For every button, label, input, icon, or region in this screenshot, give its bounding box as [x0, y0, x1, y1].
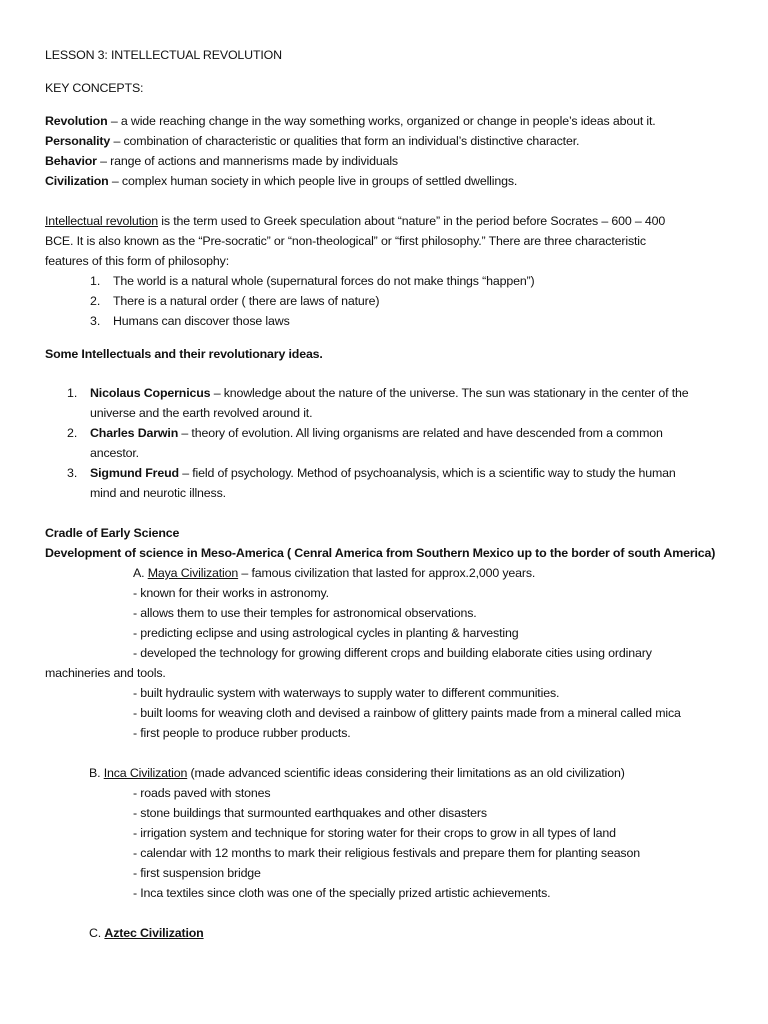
definition-text: – range of actions and mannerisms made by individuals — [96, 154, 398, 168]
intellectual-item-copernicus — [90, 385, 689, 401]
definition-term: Behavior — [45, 154, 97, 168]
definition-personality — [45, 133, 579, 149]
intellectual-paragraph-line-3: features of this form of philosophy: — [45, 254, 229, 268]
maya-heading — [133, 565, 535, 581]
inca-item: - stone buildings that surmounted earthquakes and other disasters — [133, 806, 487, 820]
feature-number: 3. — [90, 314, 101, 328]
inca-item: - irrigation system and technique for storing water for their crops to grow in all types of land — [133, 826, 616, 840]
intellectual-item-darwin — [90, 425, 663, 441]
intellectuals-heading: Some Intellectuals and their revolutionary ideas. — [45, 347, 323, 361]
definition-term: Personality — [45, 134, 111, 148]
definition-text: – combination of characteristic or qualities that form an individual’s distinctive character. — [110, 134, 580, 148]
maya-item: - allows them to use their temples for astronomical observations. — [133, 606, 477, 620]
maya-item: - built looms for weaving cloth and devised a rainbow of glittery paints made from a mineral called mica — [133, 706, 681, 720]
definition-civilization — [45, 173, 517, 189]
maya-item: - first people to produce rubber products. — [133, 726, 351, 740]
intellectual-item-continuation: mind and neurotic illness. — [90, 486, 226, 500]
feature-item: The world is a natural whole (supernatural forces do not make things “happen”) — [113, 274, 535, 288]
intellectual-name: Nicolaus Copernicus — [90, 386, 211, 400]
development-heading: Development of science in Meso-America ( Cenral America from Southern Mexico up to the border of south America) — [45, 546, 716, 560]
intellectual-number: 3. — [67, 466, 78, 480]
intellectual-name: Charles Darwin — [90, 426, 179, 440]
cradle-heading: Cradle of Early Science — [45, 526, 180, 540]
intellectual-item-continuation: universe and the earth revolved around it. — [90, 406, 313, 420]
intellectual-item-freud — [90, 465, 676, 481]
definition-behavior — [45, 153, 398, 169]
definition-revolution — [45, 113, 656, 129]
inca-desc: (made advanced scientific ideas considering their limitations as an old civilization) — [187, 766, 625, 780]
section-letter: C. — [89, 926, 105, 940]
feature-item: There is a natural order ( there are laws of nature) — [113, 294, 380, 308]
maya-item: - developed the technology for growing different crops and building elaborate cities using ordinary — [133, 646, 652, 660]
lesson-title: LESSON 3: INTELLECTUAL REVOLUTION — [45, 48, 282, 62]
intellectual-number: 2. — [67, 426, 78, 440]
feature-number: 2. — [90, 294, 101, 308]
intellectual-desc: – field of psychology. Method of psychoanalysis, which is a scientific way to study the human — [178, 466, 676, 480]
intellectual-desc: – knowledge about the nature of the universe. The sun was stationary in the center of the — [210, 386, 689, 400]
inca-item: - calendar with 12 months to mark their religious festivals and prepare them for planting season — [133, 846, 640, 860]
intellectual-number: 1. — [67, 386, 78, 400]
intellectual-term: Intellectual revolution — [45, 214, 158, 228]
intellectual-item-continuation: ancestor. — [90, 446, 139, 460]
aztec-name: Aztec Civilization — [104, 926, 204, 940]
maya-item: - predicting eclipse and using astrological cycles in planting & harvesting — [133, 626, 519, 640]
intellectual-line-1-text: is the term used to Greek speculation about “nature” in the period before Socrates – 600 – 400 — [157, 214, 666, 228]
feature-number: 1. — [90, 274, 101, 288]
definition-text: – a wide reaching change in the way something works, organized or change in people’s ideas about it. — [107, 114, 656, 128]
maya-desc: – famous civilization that lasted for approx.2,000 years. — [238, 566, 536, 580]
aztec-heading — [89, 925, 204, 941]
intellectual-paragraph-line-1 — [45, 213, 665, 229]
section-letter: B. — [89, 766, 104, 780]
intellectual-paragraph-line-2: BCE. It is also known as the “Pre-socratic” or “non-theological” or “first philosophy.” There are three characteristic — [45, 234, 646, 248]
inca-heading — [89, 765, 625, 781]
maya-item: - built hydraulic system with waterways to supply water to different communities. — [133, 686, 560, 700]
definition-text: – complex human society in which people live in groups of settled dwellings. — [108, 174, 518, 188]
feature-item: Humans can discover those laws — [113, 314, 290, 328]
inca-name: Inca Civilization — [103, 766, 188, 780]
intellectual-desc: – theory of evolution. All living organisms are related and have descended from a common — [178, 426, 663, 440]
maya-item-wrap: machineries and tools. — [45, 666, 166, 680]
inca-item: - first suspension bridge — [133, 866, 261, 880]
section-letter: A. — [133, 566, 148, 580]
definition-term: Civilization — [45, 174, 109, 188]
maya-name: Maya Civilization — [147, 566, 239, 580]
maya-item: - known for their works in astronomy. — [133, 586, 329, 600]
definition-term: Revolution — [45, 114, 108, 128]
key-concepts-heading: KEY CONCEPTS: — [45, 81, 144, 95]
inca-item: - roads paved with stones — [133, 786, 271, 800]
inca-item: - Inca textiles since cloth was one of the specially prized artistic achievements. — [133, 886, 551, 900]
intellectual-name: Sigmund Freud — [90, 466, 179, 480]
